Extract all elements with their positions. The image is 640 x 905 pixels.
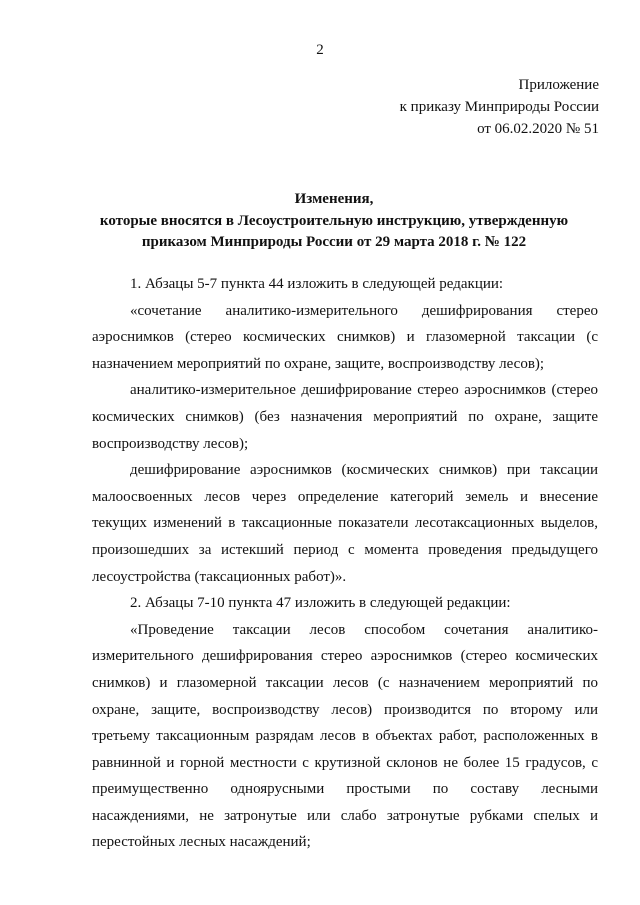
paragraph-item-1-heading: 1. Абзацы 5-7 пункта 44 изложить в следующей редакции: xyxy=(130,276,504,292)
appendix-order-reference: к приказу Минприроды России xyxy=(399,99,599,115)
paragraph-analytic-measurement: аналитико-измерительное дешифрирование стерео аэроснимков (стерео космических снимков) (без назначения мероприятий по охране, защите воспроизводству лесов); xyxy=(92,382,598,452)
paragraph-taxation-procedure: «Проведение таксации лесов способом сочетания аналитико-измерительного дешифрирования стерео аэроснимков (стерео космических снимков) и глазомерной таксации лесов (с назначением мероприятий по охране, защите, воспроизводству лесов) производится по второму или третьему таксационным разрядам лесов в объектах работ, расположенных в равнинной и горной местности с крутизной склонов не более 15 градусов, с преимущественно одноярусными простыми по составу лесными насаждениями, не затронутые или слабо затронутые рубками спелых и перестойных лесных насаждений; xyxy=(92,621,598,851)
title-line-3: приказом Минприроды России от 29 марта 2018 г. № 122 xyxy=(141,234,527,250)
document-body xyxy=(92,271,598,856)
title-line-1: Изменения, xyxy=(294,191,374,207)
appendix-header xyxy=(400,74,599,140)
paragraph-combination-method: «сочетание аналитико-измерительного дешифрирования стерео аэроснимков (стерео космических снимков) и глазомерной таксации (с назначением мероприятий по охране, защите, воспроизводству лесов); xyxy=(92,302,598,372)
document-title xyxy=(60,189,608,254)
page-number: 2 xyxy=(316,42,324,58)
paragraph-decoding-undeveloped-forests: дешифрирование аэроснимков (космических снимков) при таксации малоосвоенных лесов через определение категорий земель и внесение текущих изменений в таксационные показатели лесотаксационных выделов, произошедших за истекший период с момента проведения предыдущего лесоустройства (таксационных работ)». xyxy=(92,462,598,585)
paragraph-item-2-heading: 2. Абзацы 7-10 пункта 47 изложить в следующей редакции: xyxy=(130,595,511,612)
title-line-2: которые вносятся в Лесоустроительную инструкцию, утвержденную xyxy=(99,212,569,229)
appendix-label: Приложение xyxy=(518,77,599,93)
appendix-order-date: от 06.02.2020 № 51 xyxy=(477,121,599,137)
